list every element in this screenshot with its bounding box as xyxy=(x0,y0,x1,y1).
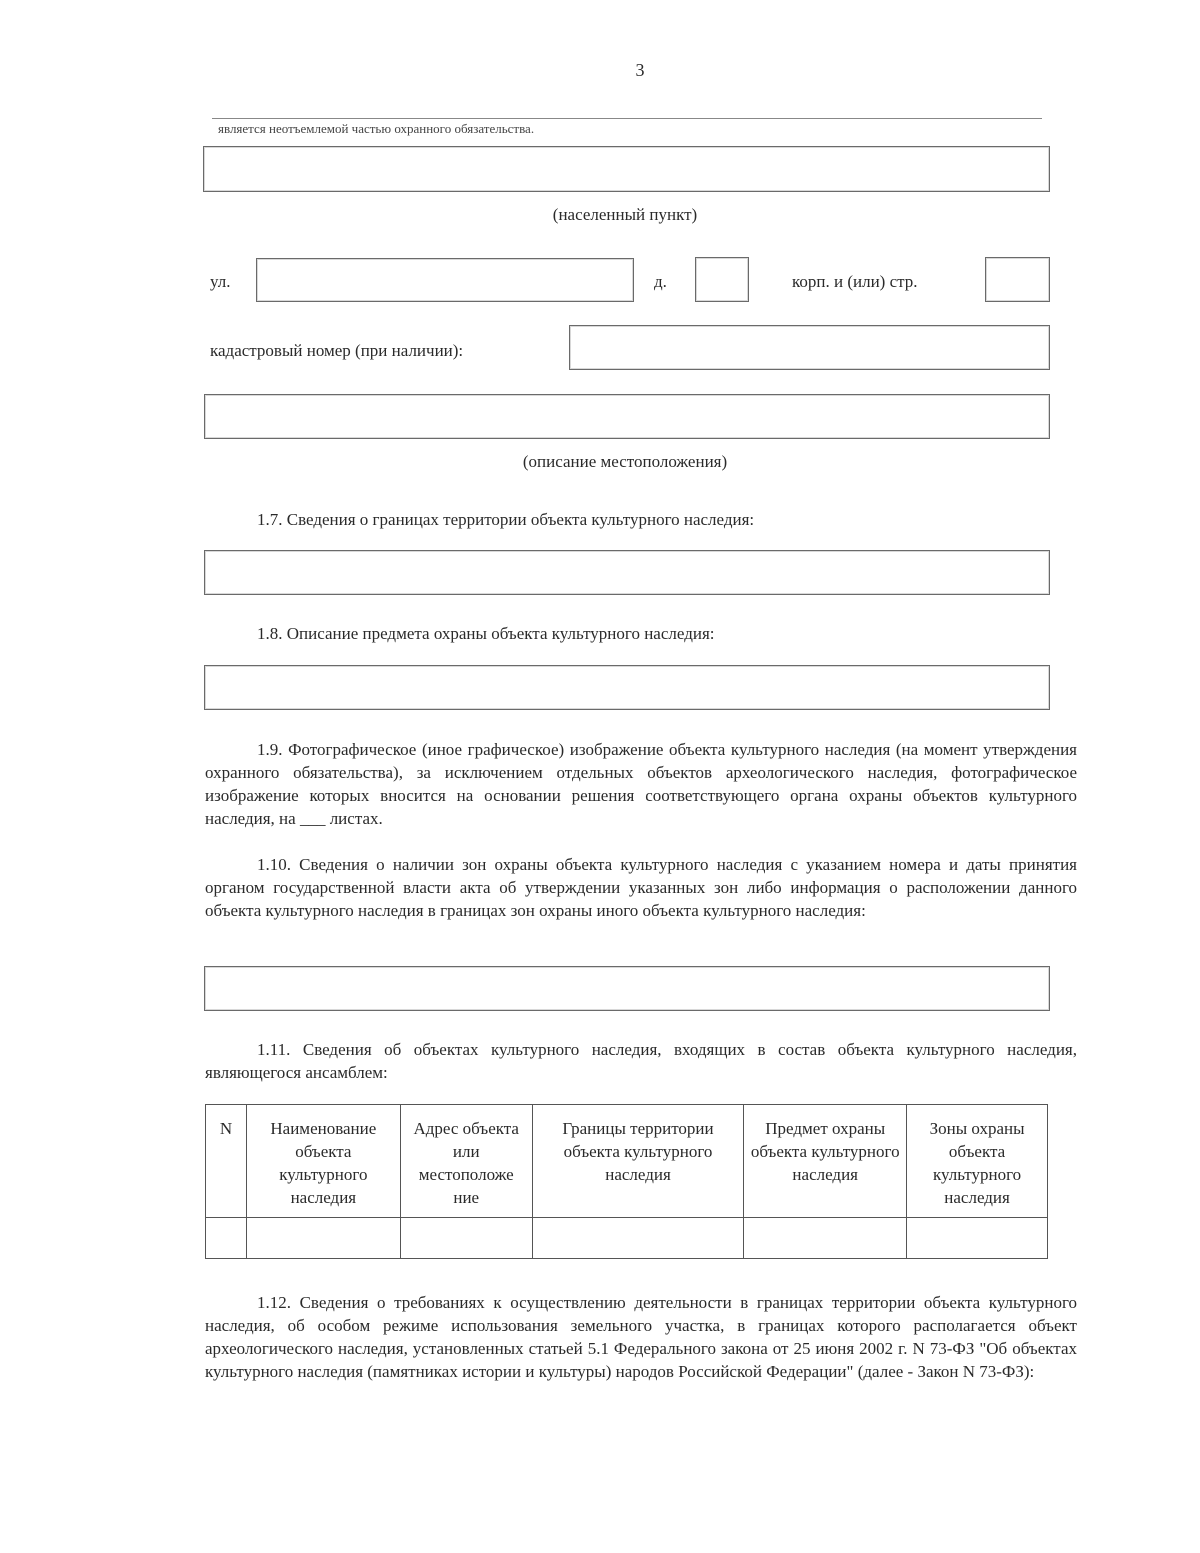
cadastral-label: кадастровый номер (при наличии): xyxy=(210,341,464,360)
section-1-7-heading: 1.7. Сведения о границах территории объекта культурного наследия: xyxy=(257,510,755,529)
header-protection-subject: Предмет охраны объекта культурного наследия xyxy=(744,1105,907,1218)
house-field[interactable] xyxy=(695,257,749,302)
top-divider xyxy=(212,118,1042,119)
section-1-8-heading: 1.8. Описание предмета охраны объекта культурного наследия: xyxy=(257,624,715,643)
table-cell[interactable] xyxy=(744,1218,907,1259)
table-cell[interactable] xyxy=(400,1218,532,1259)
street-label: ул. xyxy=(210,272,231,291)
section-1-10-text: 1.10. Сведения о наличии зон охраны объекта культурного наследия с указанием номера и даты принятия органом государственной власти акта об утверждении указанных зон либо информация о расположении данного объекта культурного наследия в границах зон охраны иного объекта культурного наследия: xyxy=(205,855,1077,920)
building-field[interactable] xyxy=(985,257,1050,302)
table-cell[interactable] xyxy=(907,1218,1048,1259)
header-number: N xyxy=(206,1105,247,1218)
location-description-field[interactable] xyxy=(204,394,1050,439)
header-name: Наименование объекта культурного наследия xyxy=(246,1105,400,1218)
table-cell[interactable] xyxy=(206,1218,247,1259)
location-description-caption: (описание местоположения) xyxy=(522,452,728,471)
protection-subject-field[interactable] xyxy=(204,665,1050,710)
settlement-caption: (населенный пункт) xyxy=(552,205,698,224)
territory-borders-field[interactable] xyxy=(204,550,1050,595)
section-1-12-text: 1.12. Сведения о требованиях к осуществлению деятельности в границах территории объекта культурного наследия, об особом режиме использования земельного участка, в границах которого располагается объект археологического наследия, установленных статьей 5.1 Федерального закона от 25 июня 2002 г. N 73-ФЗ "Об объектах культурного наследия (памятниках истории и культуры) народов Российской Федерации" (далее - Закон N 73-ФЗ): xyxy=(205,1293,1077,1381)
continuation-note: является неотъемлемой частью охранного обязательства. xyxy=(218,121,535,136)
ensemble-objects-table xyxy=(205,1104,1048,1259)
section-1-11-text: 1.11. Сведения об объектах культурного наследия, входящих в состав объекта культурного наследия, являющегося ансамблем: xyxy=(205,1040,1077,1082)
house-label: д. xyxy=(654,272,667,291)
header-address: Адрес объекта или местоположе ние xyxy=(400,1105,532,1218)
street-field[interactable] xyxy=(256,258,634,302)
protection-zones-field[interactable] xyxy=(204,966,1050,1011)
table-header-row xyxy=(206,1105,1048,1218)
building-label: корп. и (или) стр. xyxy=(792,272,918,291)
settlement-field[interactable] xyxy=(203,146,1050,192)
page-number: 3 xyxy=(635,60,645,80)
header-borders: Границы территории объекта культурного наследия xyxy=(532,1105,744,1218)
header-protection-zones: Зоны охраны объекта культурного наследия xyxy=(907,1105,1048,1218)
table-cell[interactable] xyxy=(532,1218,744,1259)
table-cell[interactable] xyxy=(246,1218,400,1259)
cadastral-field[interactable] xyxy=(569,325,1050,370)
table-row xyxy=(206,1218,1048,1259)
section-1-9-text: 1.9. Фотографическое (иное графическое) изображение объекта культурного наследия (на момент утверждения охранного обязательства), за исключением отдельных объектов археологического наследия, фотографическое изображение которых вносится на основании решения соответствующего органа охраны объектов культурного наследия, на ___ листах. xyxy=(205,740,1077,828)
